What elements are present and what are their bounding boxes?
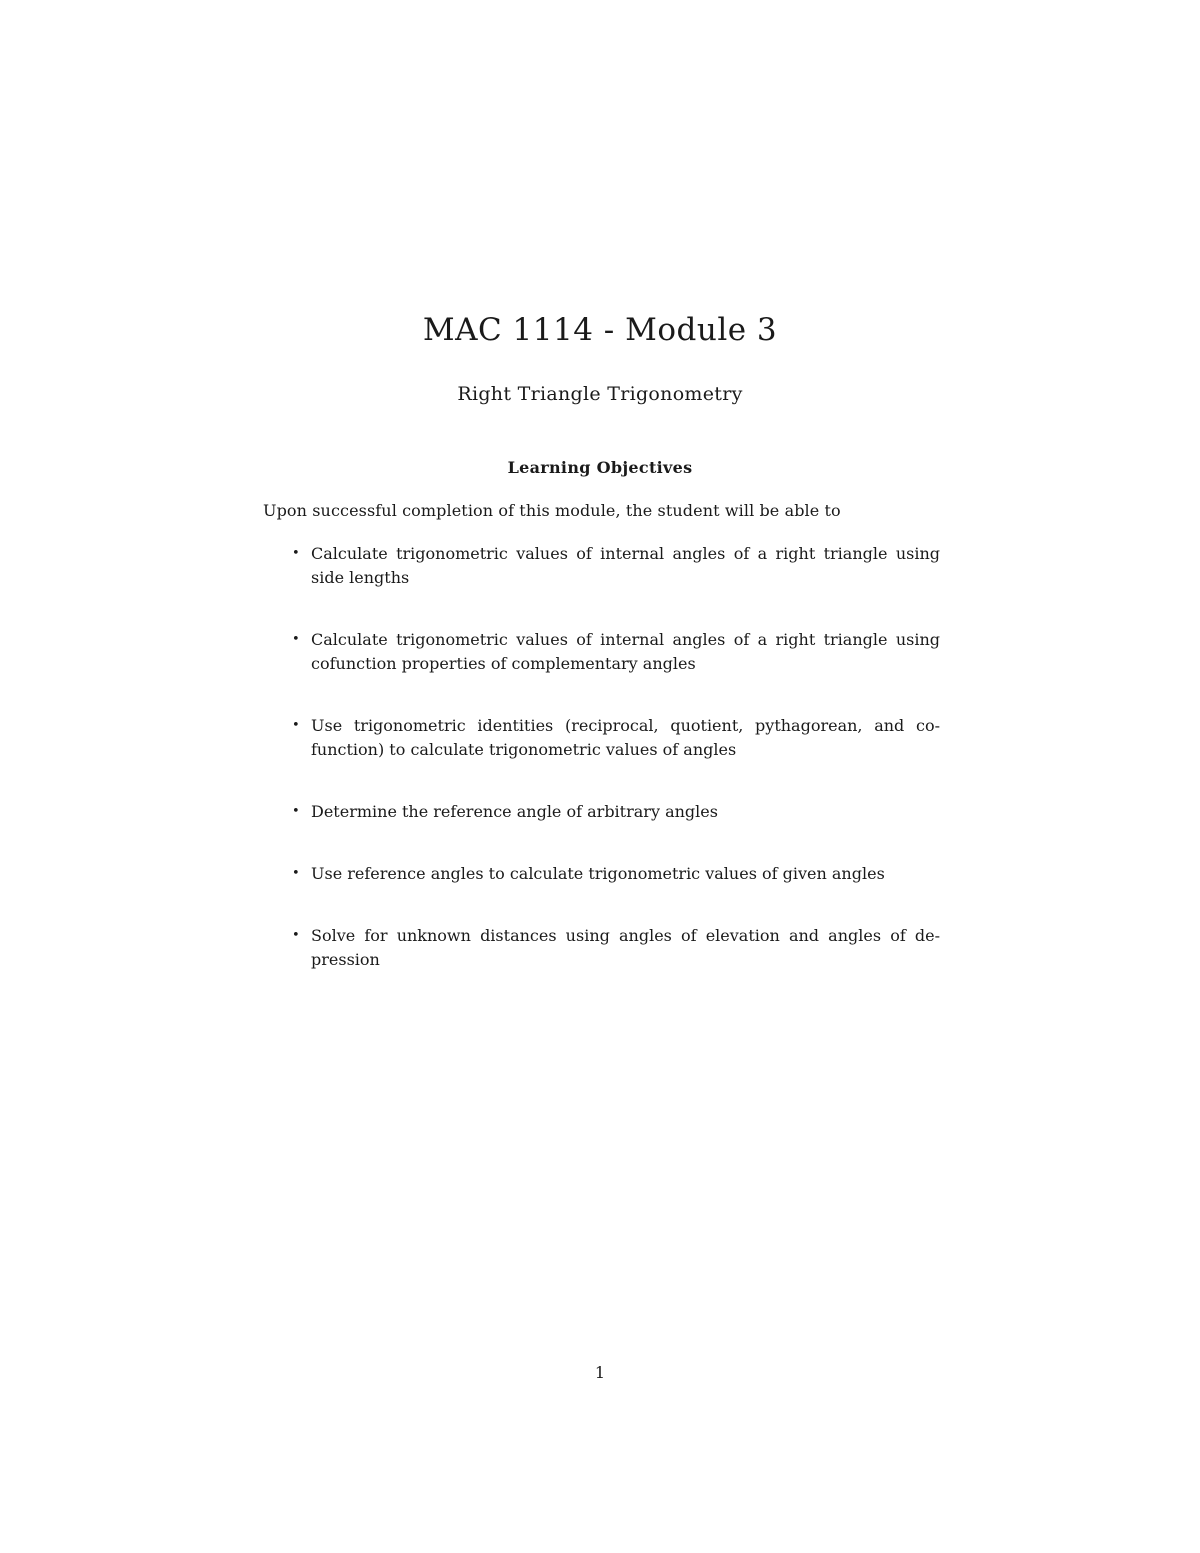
bullet-icon: •	[292, 928, 300, 943]
objective-item	[290, 800, 940, 824]
objective-item	[290, 862, 940, 886]
section-heading: Learning Objectives	[507, 458, 693, 477]
objective-line: Calculate trigonometric values of internal angles of a right triangle using	[311, 544, 940, 563]
document-subtitle: Right Triangle Trigonometry	[457, 383, 743, 405]
objective-line: cofunction properties of complementary angles	[311, 654, 696, 673]
objective-line: side lengths	[311, 568, 410, 587]
bullet-icon: •	[292, 718, 300, 733]
objective-line: Use reference angles to calculate trigonometric values of given angles	[311, 864, 885, 883]
objectives-list	[290, 542, 940, 1010]
objective-item	[290, 714, 940, 762]
document-title: MAC 1114 - Module 3	[422, 312, 778, 348]
objective-item	[290, 924, 940, 972]
objective-item	[290, 542, 940, 590]
bullet-icon: •	[292, 546, 300, 561]
objective-line: pression	[311, 950, 380, 969]
objective-line: Solve for unknown distances using angles of elevation and angles of de-	[311, 926, 940, 945]
bullet-icon: •	[292, 866, 300, 881]
objective-line: Use trigonometric identities (reciprocal, quotient, pythagorean, and co-	[311, 716, 940, 735]
objective-item	[290, 628, 940, 676]
objective-line: function) to calculate trigonometric values of angles	[311, 740, 737, 759]
bullet-icon: •	[292, 632, 300, 647]
intro-text: Upon successful completion of this module, the student will be able to	[263, 501, 841, 520]
bullet-icon: •	[292, 804, 300, 819]
page-number: 1	[594, 1363, 606, 1382]
objective-line: Calculate trigonometric values of internal angles of a right triangle using	[311, 630, 940, 649]
objective-line: Determine the reference angle of arbitrary angles	[311, 802, 718, 821]
